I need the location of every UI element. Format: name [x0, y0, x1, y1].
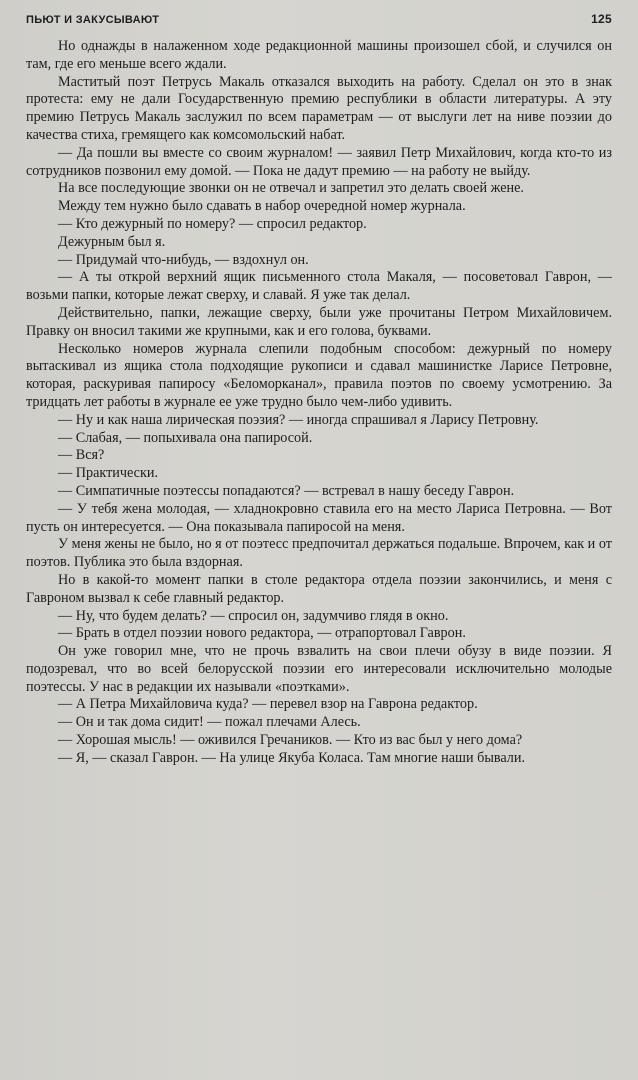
- paragraph: — А Петра Михайловича куда? — перевел взор на Гаврона редактор.: [58, 696, 478, 713]
- paragraph: — Ну, что будем делать? — спросил он, задумчиво глядя в окно.: [58, 607, 449, 624]
- paragraph: — Он и так дома сидит! — пожал плечами Алесь.: [58, 714, 361, 731]
- paragraph: — Симпатичные поэтессы попадаются? — встревал в нашу беседу Гаврон.: [58, 482, 515, 499]
- paragraph: На все последующие звонки он не отвечал и запретил это делать своей жене.: [58, 180, 524, 197]
- paragraph: — Хорошая мысль! — оживился Гречаников. — Кто из вас был у него дома?: [58, 732, 523, 749]
- paragraph: Но однажды в налаженном ходе редакционной машины произошел сбой, и случился он там, где его меньше всего ждали.: [26, 38, 612, 72]
- paragraph: — Практически.: [58, 465, 158, 482]
- paragraph: — Вся?: [58, 447, 105, 464]
- paragraph: Он уже говорил мне, что не прочь взвалить на свои плечи обузу в виде поэзии. Я подозревал, что во всей белорусской поэзии его интересовали исключительно молодые поэтессы. У нас в редакции их называли «поэтками».: [26, 643, 612, 695]
- paragraph: — У тебя жена молодая, — хладнокровно ставила его на место Лариса Петровна. — Вот пусть он интересуется. — Она показывала папиросой на меня.: [26, 500, 612, 535]
- body-text: [26, 38, 612, 768]
- paragraph: Несколько номеров журнала слепили подобным способом: дежурный по номеру вытаскивал из ящика стола подходящие рукописи и сдавал машинистке Ларисе Петровне, которая, раскуривая папиросу «Беломорканал», правила поэтов по своему усмотрению. За тридцать лет работы в журнале ее уже трудно было чем-либо удивить.: [26, 340, 612, 410]
- paragraph: — Ну и как наша лирическая поэзия? — иногда спрашивал я Ларису Петровну.: [58, 411, 539, 428]
- paragraph: У меня жены не было, но я от поэтесс предпочитал держаться подальше. Впрочем, как и от поэтов. Публика это была вздорная.: [26, 536, 612, 571]
- page-number: 125: [591, 12, 612, 26]
- paragraph: — А ты открой верхний ящик письменного стола Макаля, — посоветовал Гаврон, — возьми папки, которые лежат сверху, и славай. Я уже так делал.: [26, 269, 612, 304]
- running-title: ПЬЮТ И ЗАКУСЫВАЮТ: [26, 14, 160, 26]
- paragraph: Дежурным был я.: [58, 233, 166, 250]
- paragraph: Между тем нужно было сдавать в набор очередной номер журнала.: [58, 198, 466, 215]
- running-header: [26, 12, 612, 34]
- paragraph: — Брать в отдел поэзии нового редактора, — отрапортовал Гаврон.: [58, 625, 466, 642]
- paragraph: Маститый поэт Петрусь Макаль отказался выходить на работу. Сделал он это в знак протеста: ему не дали Государственную премию республики в области литературы. А эту премию Петрусь Макаль заслужил по всем параметрам — от выслуги лет на ниве поэзии до качества стиха, гремящего как комсомольский набат.: [26, 73, 612, 143]
- paragraph: — Слабая, — попыхивала она папиросой.: [58, 429, 313, 446]
- paragraph: — Придумай что-нибудь, — вздохнул он.: [58, 251, 309, 268]
- paragraph: — Кто дежурный по номеру? — спросил редактор.: [58, 215, 367, 232]
- paragraph: Но в какой-то момент папки в столе редактора отдела поэзии закончились, и меня с Гавроном вызвал к себе главный редактор.: [26, 571, 612, 606]
- paragraph: — Да пошли вы вместе со своим журналом! — заявил Петр Михайлович, когда кто-то из сотрудников позвонил ему домой. — Пока не дадут премию — на работу не выйду.: [26, 144, 612, 179]
- paragraph: — Я, — сказал Гаврон. — На улице Якуба Коласа. Там многие наши бывали.: [58, 749, 526, 766]
- paragraph: Действительно, папки, лежащие сверху, были уже прочитаны Петром Михайловичем. Правку он вносил такими же крупными, как и его голова, буквами.: [26, 304, 612, 339]
